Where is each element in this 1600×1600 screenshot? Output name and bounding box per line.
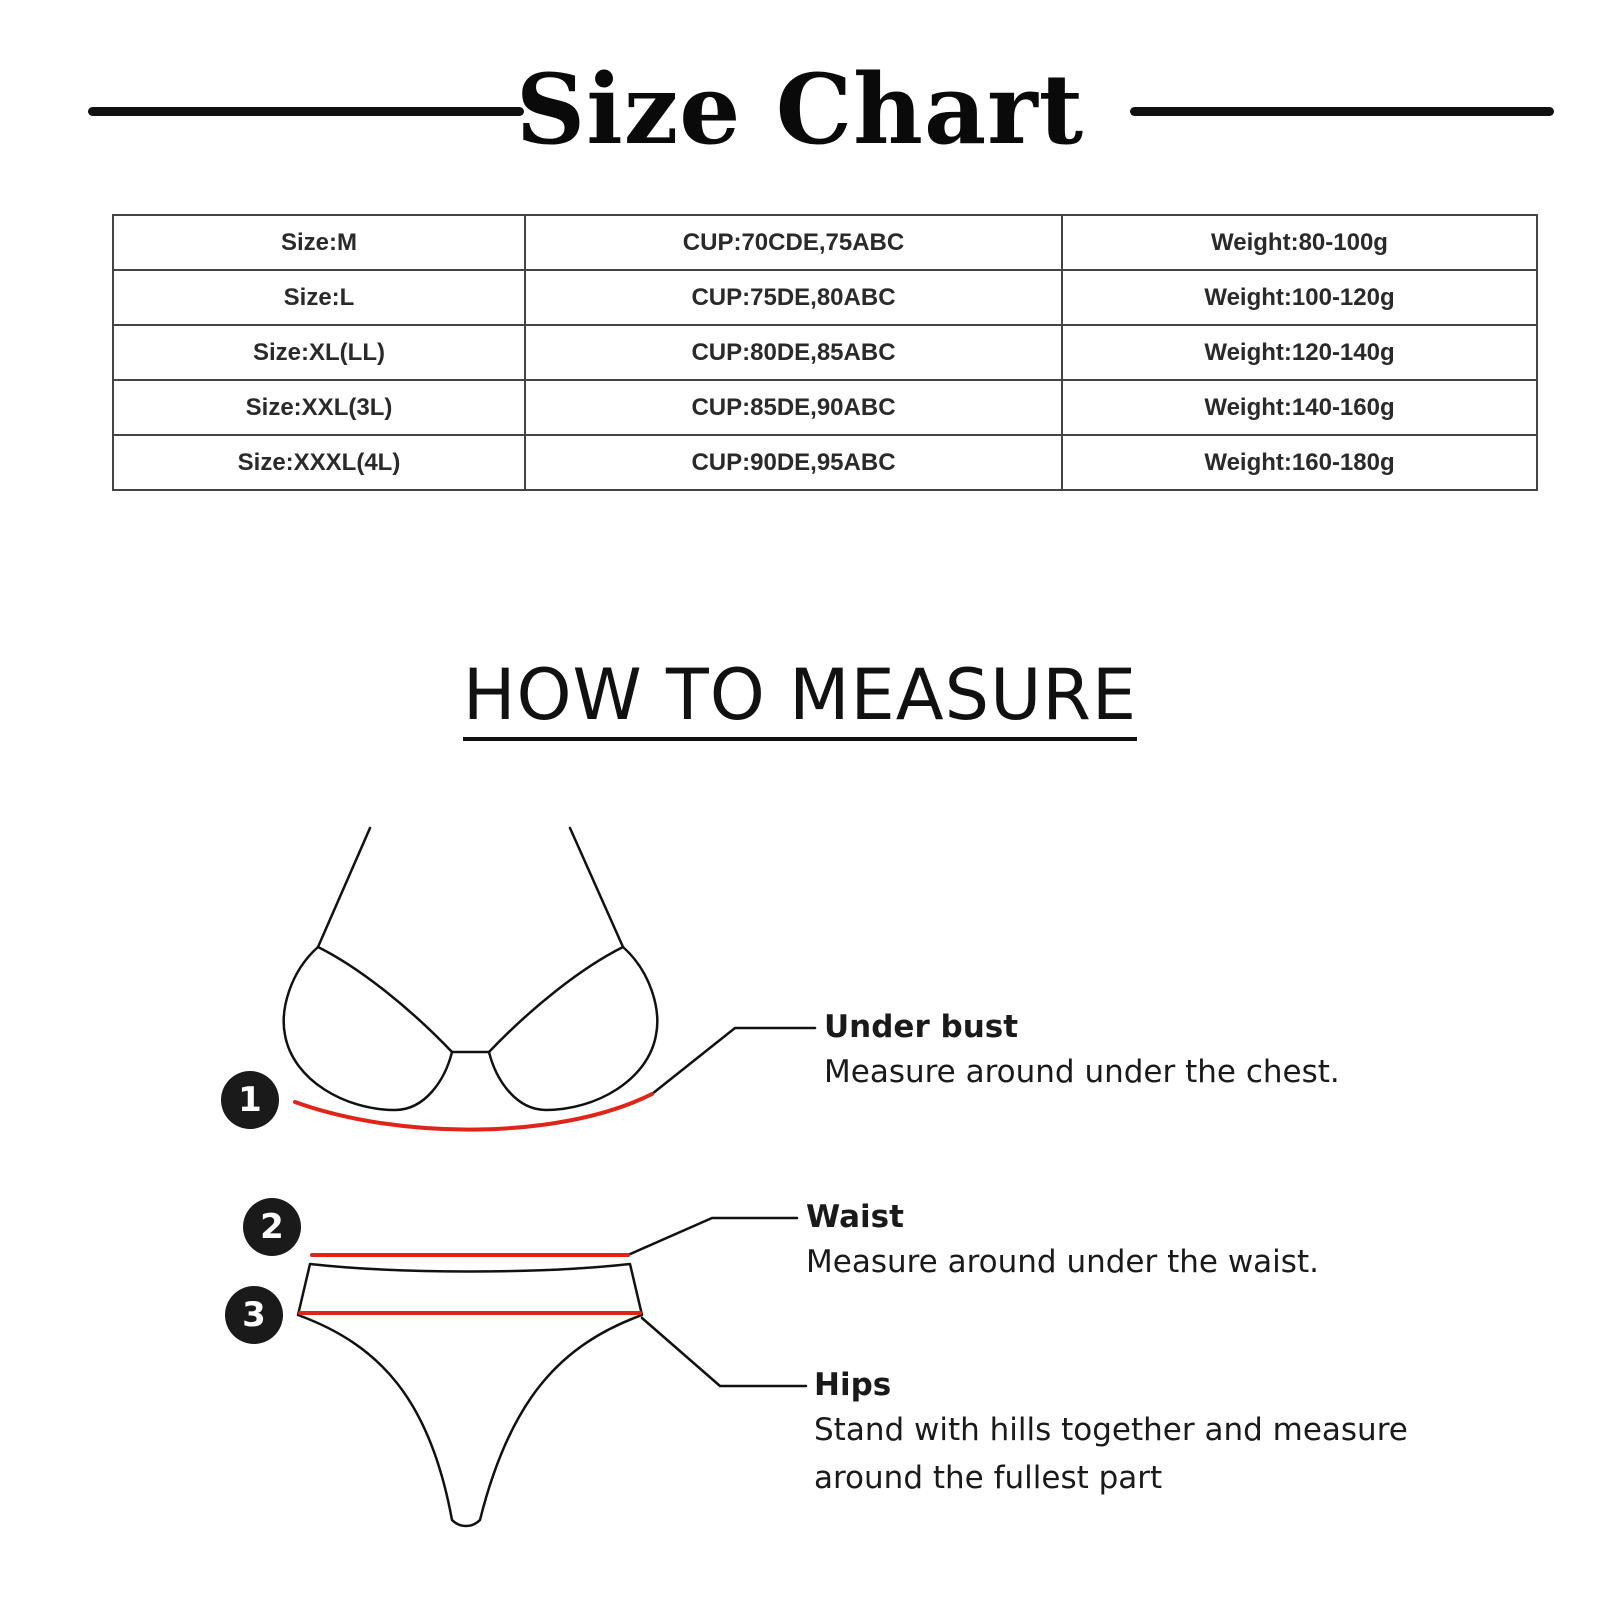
under-bust-title: Under bust — [824, 1009, 1019, 1045]
hips-description: Stand with hills together and measure around the fullest part — [814, 1412, 1408, 1496]
weight-cell: Weight:160-180g — [1062, 435, 1537, 490]
waist-label — [806, 1196, 1319, 1286]
step-3-badge: 3 — [225, 1286, 283, 1344]
size-cell: Size:M — [113, 215, 525, 270]
bra-cup-right — [489, 947, 657, 1110]
size-cell: Size:XL(LL) — [113, 325, 525, 380]
size-cell: Size:XXL(3L) — [113, 380, 525, 435]
cup-cell: CUP:80DE,85ABC — [525, 325, 1062, 380]
step-1-badge: 1 — [221, 1071, 279, 1129]
bra-strap-left — [318, 828, 370, 947]
weight-cell: Weight:80-100g — [1062, 215, 1537, 270]
cup-cell: CUP:70CDE,75ABC — [525, 215, 1062, 270]
size-cell: Size:L — [113, 270, 525, 325]
leader-line-waist — [628, 1218, 797, 1255]
page-title: Size Chart — [515, 53, 1085, 166]
under-bust-description: Measure around under the chest. — [824, 1054, 1340, 1090]
waist-description: Measure around under the waist. — [806, 1244, 1319, 1280]
weight-cell: Weight:120-140g — [1062, 325, 1537, 380]
leader-line-under-bust — [652, 1028, 815, 1094]
panty-outline — [298, 1264, 642, 1526]
hips-label — [814, 1364, 1408, 1502]
waist-title: Waist — [806, 1199, 904, 1235]
step-2-badge: 2 — [243, 1198, 301, 1256]
under-bust-label — [824, 1006, 1340, 1096]
how-to-measure-heading-text: HOW TO MEASURE — [463, 655, 1137, 741]
leader-line-hips — [642, 1318, 806, 1386]
bra-strap-right — [570, 828, 623, 947]
cup-cell: CUP:90DE,95ABC — [525, 435, 1062, 490]
bra-cup-left — [284, 947, 452, 1110]
weight-cell: Weight:100-120g — [1062, 270, 1537, 325]
weight-cell: Weight:140-160g — [1062, 380, 1537, 435]
size-cell: Size:XXXL(4L) — [113, 435, 525, 490]
cup-cell: CUP:75DE,80ABC — [525, 270, 1062, 325]
hips-title: Hips — [814, 1367, 892, 1403]
cup-cell: CUP:85DE,90ABC — [525, 380, 1062, 435]
